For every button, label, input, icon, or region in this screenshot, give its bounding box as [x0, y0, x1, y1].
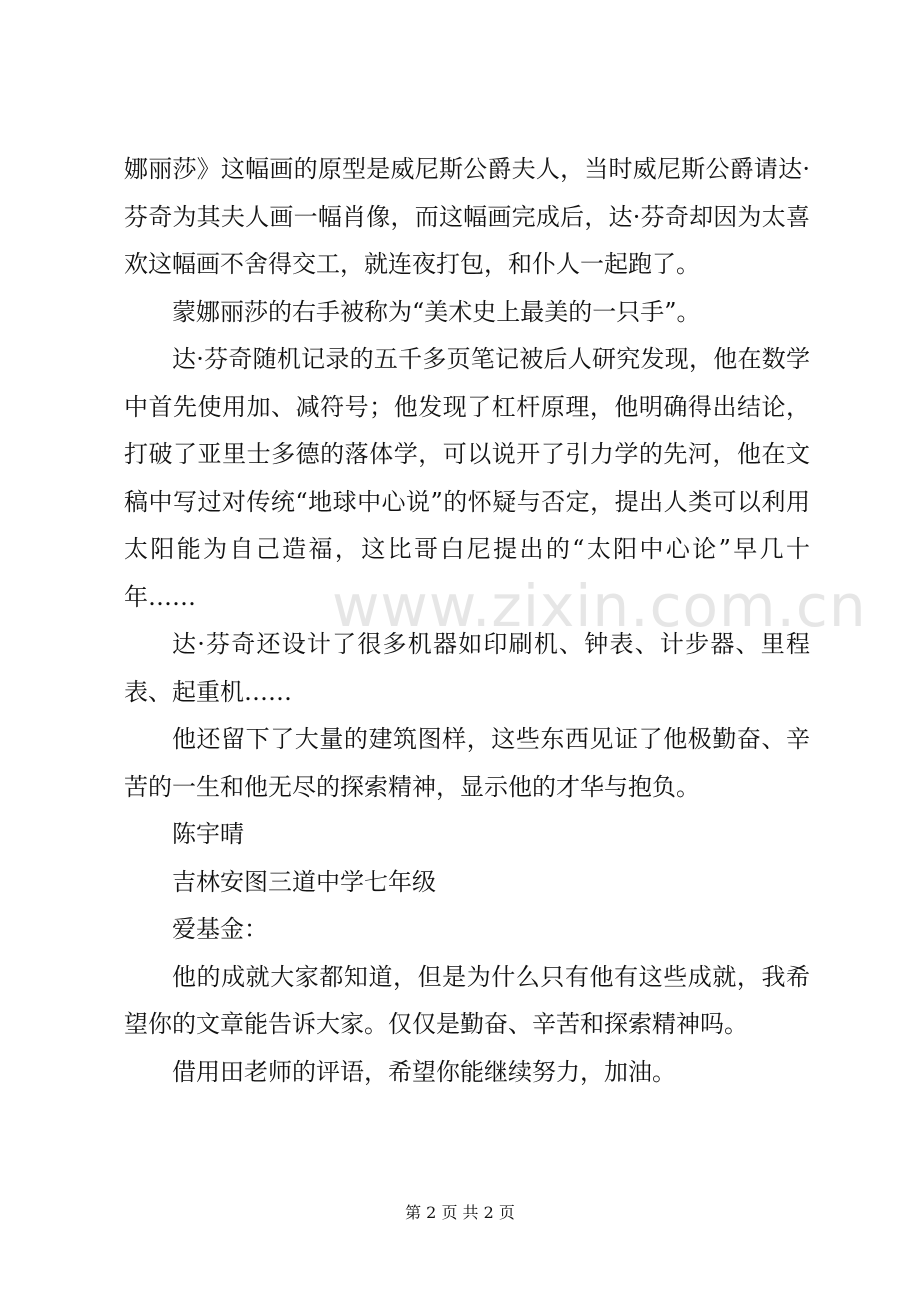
watermark: www.zixin.com.cn — [332, 572, 867, 640]
paragraph-mona-lisa-hand: 蒙娜丽莎的右手被称为“美术史上最美的一只手”。 — [172, 297, 701, 326]
page-footer: 第 2 页 共 2 页 — [405, 1203, 515, 1222]
paragraph-architecture: 他还留下了大量的建筑图样，这些东西见证了他极勤奋、辛苦的一生和他无尽的探索精神，显示他的才华与抱负。 — [124, 725, 810, 801]
author-name: 陈宇晴 — [172, 820, 244, 848]
paragraph-machines: 达·芬奇还设计了很多机器如印刷机、钟表、计步器、里程表、起重机…… — [124, 630, 810, 706]
paragraph-continuation: 娜丽莎》这幅画的原型是威尼斯公爵夫人，当时威尼斯公爵请达·芬奇为其夫人画一幅肖像，而这幅画完成后，达·芬奇却因为太喜欢这幅画不舍得交工，就连夜打包，和仆人一起跑了。 — [124, 155, 810, 278]
comment-body: 他的成就大家都知道，但是为什么只有他有这些成就，我希望你的文章能告诉大家。仅仅是勤奋、辛苦和探索精神吗。 — [124, 962, 810, 1038]
document-body — [124, 146, 810, 1096]
author-school: 吉林安图三道中学七年级 — [172, 867, 436, 896]
comment-closing: 借用田老师的评语，希望你能继续努力，加油。 — [172, 1057, 676, 1086]
paragraph-notes-research: 达·芬奇随机记录的五千多页笔记被后人研究发现，他在数学中首先使用加、减符号；他发现了杠杆原理，他明确得出结论，打破了亚里士多德的落体学，可以说开了引力学的先河，他在文稿中写过对传统“地球中心说”的怀疑与否定，提出人类可以利用太阳能为自己造福，这比哥白尼提出的“太阳中心论”早几十年…… — [124, 345, 810, 611]
comment-heading: 爱基金： — [172, 915, 268, 943]
